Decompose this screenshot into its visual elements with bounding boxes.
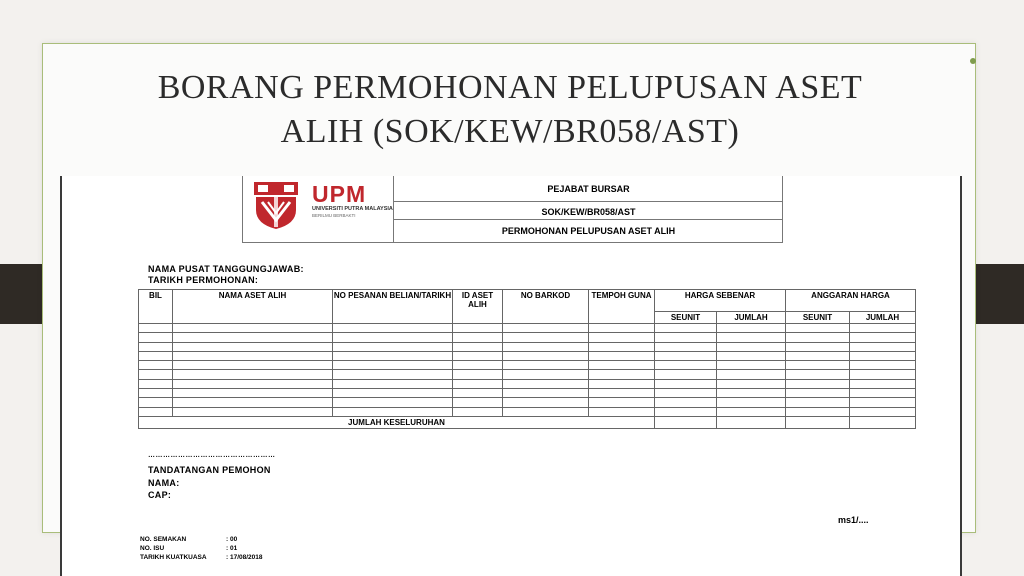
upm-crest-icon — [252, 180, 300, 230]
cap-label: CAP: — [148, 490, 172, 500]
form-header — [242, 176, 783, 243]
table-row — [139, 398, 916, 407]
upm-logo-tagline: BERILMU BERBAKTI — [312, 213, 356, 218]
signature-line: …………………………………………… — [148, 452, 276, 459]
table-row — [139, 351, 916, 360]
table-row — [139, 324, 916, 333]
meta-semakan-value: : 00 — [226, 536, 238, 543]
sub-col-jumlah: JUMLAH — [717, 312, 786, 324]
col-id-aset: ID ASET ALIH — [453, 290, 503, 324]
sub-col-jumlah: JUMLAH — [850, 312, 916, 324]
page-reference: ms1/.... — [838, 515, 869, 525]
meta-kuatkuasa-label: TARIKH KUATKUASA — [140, 554, 207, 561]
meta-isu-value: : 01 — [226, 545, 238, 552]
table-row — [139, 361, 916, 370]
tarikh-permohonan-label: TARIKH PERMOHONAN: — [148, 275, 259, 285]
sub-col-seunit: SEUNIT — [786, 312, 850, 324]
form-code: SOK/KEW/BR058/AST — [394, 202, 783, 220]
form-title: PERMOHONAN PELUPUSAN ASET ALIH — [501, 226, 676, 236]
meta-kuatkuasa — [140, 554, 263, 561]
col-nama-aset: NAMA ASET ALIH — [173, 290, 333, 324]
meta-semakan-label: NO. SEMAKAN — [140, 536, 187, 543]
total-row — [139, 416, 916, 428]
upm-logo — [243, 176, 394, 242]
col-no-barkod: NO BARKOD — [503, 290, 589, 324]
signature-label: TANDATANGAN PEMOHON — [148, 465, 271, 475]
table-row — [139, 333, 916, 342]
upm-logo-text: UPM — [312, 181, 367, 207]
asset-table — [138, 289, 916, 429]
table-row — [139, 407, 916, 416]
upm-logo-subtitle: UNIVERSITI PUTRA MALAYSIA — [312, 206, 393, 212]
col-harga-sebenar: HARGA SEBENAR — [655, 290, 786, 312]
meta-isu — [140, 545, 238, 552]
col-bil: BIL — [139, 290, 173, 324]
meta-isu-label: NO. ISU — [140, 545, 165, 552]
form-image — [60, 176, 962, 576]
total-label: JUMLAH KESELURUHAN — [139, 416, 655, 428]
table-row — [139, 370, 916, 379]
col-no-pesanan: NO PESANAN BELIAN/TARIKH — [333, 290, 453, 324]
table-row — [139, 342, 916, 351]
col-tempoh-guna: TEMPOH GUNA — [589, 290, 655, 324]
slide-title: BORANG PERMOHONAN PELUPUSAN ASET ALIH (SOK/KEW/BR058/AST) — [157, 69, 863, 150]
col-anggaran-harga: ANGGARAN HARGA — [786, 290, 916, 312]
nama-label: NAMA: — [148, 478, 180, 488]
sub-col-seunit: SEUNIT — [655, 312, 717, 324]
office-name: PEJABAT BURSAR — [394, 176, 783, 202]
table-row — [139, 389, 916, 398]
table-row — [139, 379, 916, 388]
corner-dot — [970, 58, 976, 64]
meta-semakan — [140, 536, 238, 543]
pusat-tanggungjawab-label: NAMA PUSAT TANGGUNGJAWAB: — [148, 264, 304, 274]
meta-kuatkuasa-value: : 17/08/2018 — [226, 554, 263, 561]
